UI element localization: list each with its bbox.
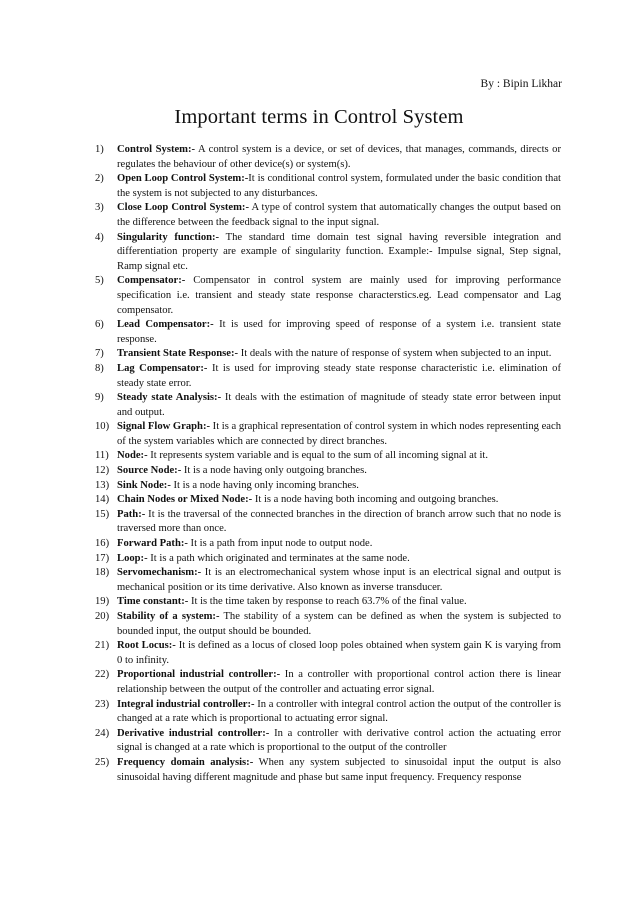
term-number: 13) xyxy=(95,479,110,491)
term-item xyxy=(95,318,561,347)
term-definition: It is a node having both incoming and outgoing branches. xyxy=(252,494,499,506)
term-definition: The stability of a system can be defined as when the system is subjected to bounded input, the output should be bounded. xyxy=(117,611,561,637)
term-item xyxy=(95,727,561,756)
term-name: Open Loop Control System:- xyxy=(117,173,249,185)
term-number: 3) xyxy=(95,202,104,214)
term-number: 25) xyxy=(95,756,110,768)
term-name: Derivative industrial controller:- xyxy=(117,727,270,739)
term-definition: It is the traversal of the connected branches in the direction of branch arrow such that no node is traversed more than once. xyxy=(117,508,561,535)
term-item xyxy=(95,201,561,230)
term-item xyxy=(95,449,561,464)
term-number: 24) xyxy=(95,727,110,739)
term-number: 5) xyxy=(95,275,104,287)
term-item xyxy=(95,537,561,552)
term-definition: It is used for improving speed of response of a system i.e. transient state response. xyxy=(117,319,561,345)
term-item xyxy=(95,231,561,275)
term-name: Sink Node:- xyxy=(117,479,171,491)
term-item xyxy=(95,464,561,479)
term-number: 1) xyxy=(95,144,104,155)
term-definition: The standard time domain test signal having reversible integration and differentiation property are example of singularity function. Example:- Impulse signal, Step signal, Ramp signal etc. xyxy=(117,231,561,272)
term-item xyxy=(95,391,561,420)
term-item xyxy=(95,274,561,318)
term-item xyxy=(95,347,561,362)
term-item xyxy=(95,479,561,494)
document-title: Important terms in Control System xyxy=(174,106,464,128)
term-item xyxy=(95,362,561,391)
term-definition: Compensator in control system are mainly used for improving performance specification i.e. transient and steady state response characterstics.eg. Lead compensator and Lag compensator. xyxy=(117,275,561,316)
term-number: 9) xyxy=(95,392,104,404)
term-name: Signal Flow Graph:- xyxy=(117,421,211,433)
term-number: 18) xyxy=(95,567,110,579)
term-number: 21) xyxy=(95,640,110,652)
term-item xyxy=(95,552,561,567)
term-definition: In a controller with integral control action the output of the controller is changed at a rate which is proportional to actuating error signal. xyxy=(117,698,561,725)
term-name: Lead Compensator:- xyxy=(117,319,214,331)
term-item xyxy=(95,639,561,668)
term-number: 12) xyxy=(95,465,110,477)
term-definition: It is a node having only outgoing branches. xyxy=(181,465,367,477)
term-number: 2) xyxy=(95,173,104,185)
term-definition: In a controller with proportional control action there is linear relationship between the output of the controller and actuating error signal. xyxy=(117,669,562,695)
term-item xyxy=(95,668,561,697)
term-definition: It is a path from input node to output node. xyxy=(187,538,373,550)
term-name: Root Locus:- xyxy=(117,640,176,652)
term-definition: It is used for improving steady state response characteristic i.e. elimination of steady state error. xyxy=(117,362,561,389)
term-definition: It represents system variable and is equal to the sum of all incoming signal at it. xyxy=(147,450,489,462)
term-number: 17) xyxy=(95,552,110,564)
term-definition: It is a graphical representation of control system in which nodes representing each of the system variables which are connected by direct branches. xyxy=(117,421,561,447)
term-definition: It deals with the estimation of magnitude of steady state error between input and output. xyxy=(117,392,561,418)
term-number: 7) xyxy=(95,348,104,360)
term-item xyxy=(95,610,561,639)
term-number: 10) xyxy=(95,421,110,433)
term-number: 20) xyxy=(95,611,110,622)
author-line: By : Bipin Likhar xyxy=(480,78,562,90)
term-definition: A type of control system that automatically changes the output based on the difference between the feedback signal to the input signal. xyxy=(117,202,561,228)
term-name: Forward Path:- xyxy=(117,538,188,550)
term-number: 16) xyxy=(95,538,110,550)
term-name: Integral industrial controller:- xyxy=(117,698,255,710)
term-definition: It deals with the nature of response of system when subjected to an input. xyxy=(238,348,552,360)
terms-list xyxy=(95,143,561,785)
term-item xyxy=(95,566,561,595)
term-definition: It is a path which originated and terminates at the same node. xyxy=(147,552,410,564)
term-name: Loop:- xyxy=(117,552,148,564)
term-definition: When any system subjected to sinusoidal input the output is also sinusoidal having different magnitude and phase but same input frequency. Frequency response xyxy=(117,756,561,783)
term-name: Steady state Analysis:- xyxy=(117,392,222,404)
term-item xyxy=(95,143,561,172)
term-number: 8) xyxy=(95,362,104,374)
term-item xyxy=(95,698,561,727)
term-item xyxy=(95,595,561,610)
term-name: Servomechanism:- xyxy=(117,567,202,579)
term-number: 11) xyxy=(95,450,109,462)
term-number: 14) xyxy=(95,494,110,506)
term-definition: In a controller with derivative control action the actuating error signal is changed at a rate which is proportional to the output of the controller xyxy=(117,727,562,754)
term-name: Path:- xyxy=(117,508,146,520)
term-name: Source Node:- xyxy=(117,465,182,477)
term-definition: It is an electromechanical system whose input is an electrical signal and output is mechanical position or its time derivative. Also known as inverse transducer. xyxy=(117,567,561,593)
term-name: Node:- xyxy=(117,450,148,462)
term-number: 6) xyxy=(95,319,104,331)
term-item xyxy=(95,756,561,785)
term-item xyxy=(95,508,561,537)
term-name: Chain Nodes or Mixed Node:- xyxy=(117,494,253,506)
term-item xyxy=(95,493,561,508)
term-number: 15) xyxy=(95,508,110,520)
term-name: Transient State Response:- xyxy=(117,348,239,360)
term-name: Time constant:- xyxy=(117,596,189,608)
term-name: Lag Compensator:- xyxy=(117,362,208,374)
term-number: 23) xyxy=(95,698,110,710)
term-number: 19) xyxy=(95,596,110,608)
term-number: 22) xyxy=(95,669,110,681)
term-name: Proportional industrial controller:- xyxy=(117,669,281,681)
term-definition: It is the time taken by response to reach 63.7% of the final value. xyxy=(188,596,467,608)
term-name: Stability of a system:- xyxy=(117,611,220,622)
term-item xyxy=(95,420,561,449)
term-name: Frequency domain analysis:- xyxy=(117,756,254,768)
term-name: Compensator:- xyxy=(117,275,186,287)
term-name: Close Loop Control System:- xyxy=(117,202,249,214)
term-definition: A control system is a device, or set of devices, that manages, commands, directs or regulates the behaviour of other device(s) or system(s). xyxy=(117,144,561,170)
term-definition: It is defined as a locus of closed loop poles obtained when system gain K is varying from 0 to infinity. xyxy=(117,640,561,666)
term-name: Control System:- xyxy=(117,144,196,155)
term-definition: It is a node having only incoming branches. xyxy=(170,479,359,491)
term-number: 4) xyxy=(95,231,104,243)
term-item xyxy=(95,172,561,201)
term-definition: It is conditional control system, formulated under the basic condition that the system is not subjected to any disturbances. xyxy=(117,173,561,199)
term-name: Singularity function:- xyxy=(117,231,220,243)
